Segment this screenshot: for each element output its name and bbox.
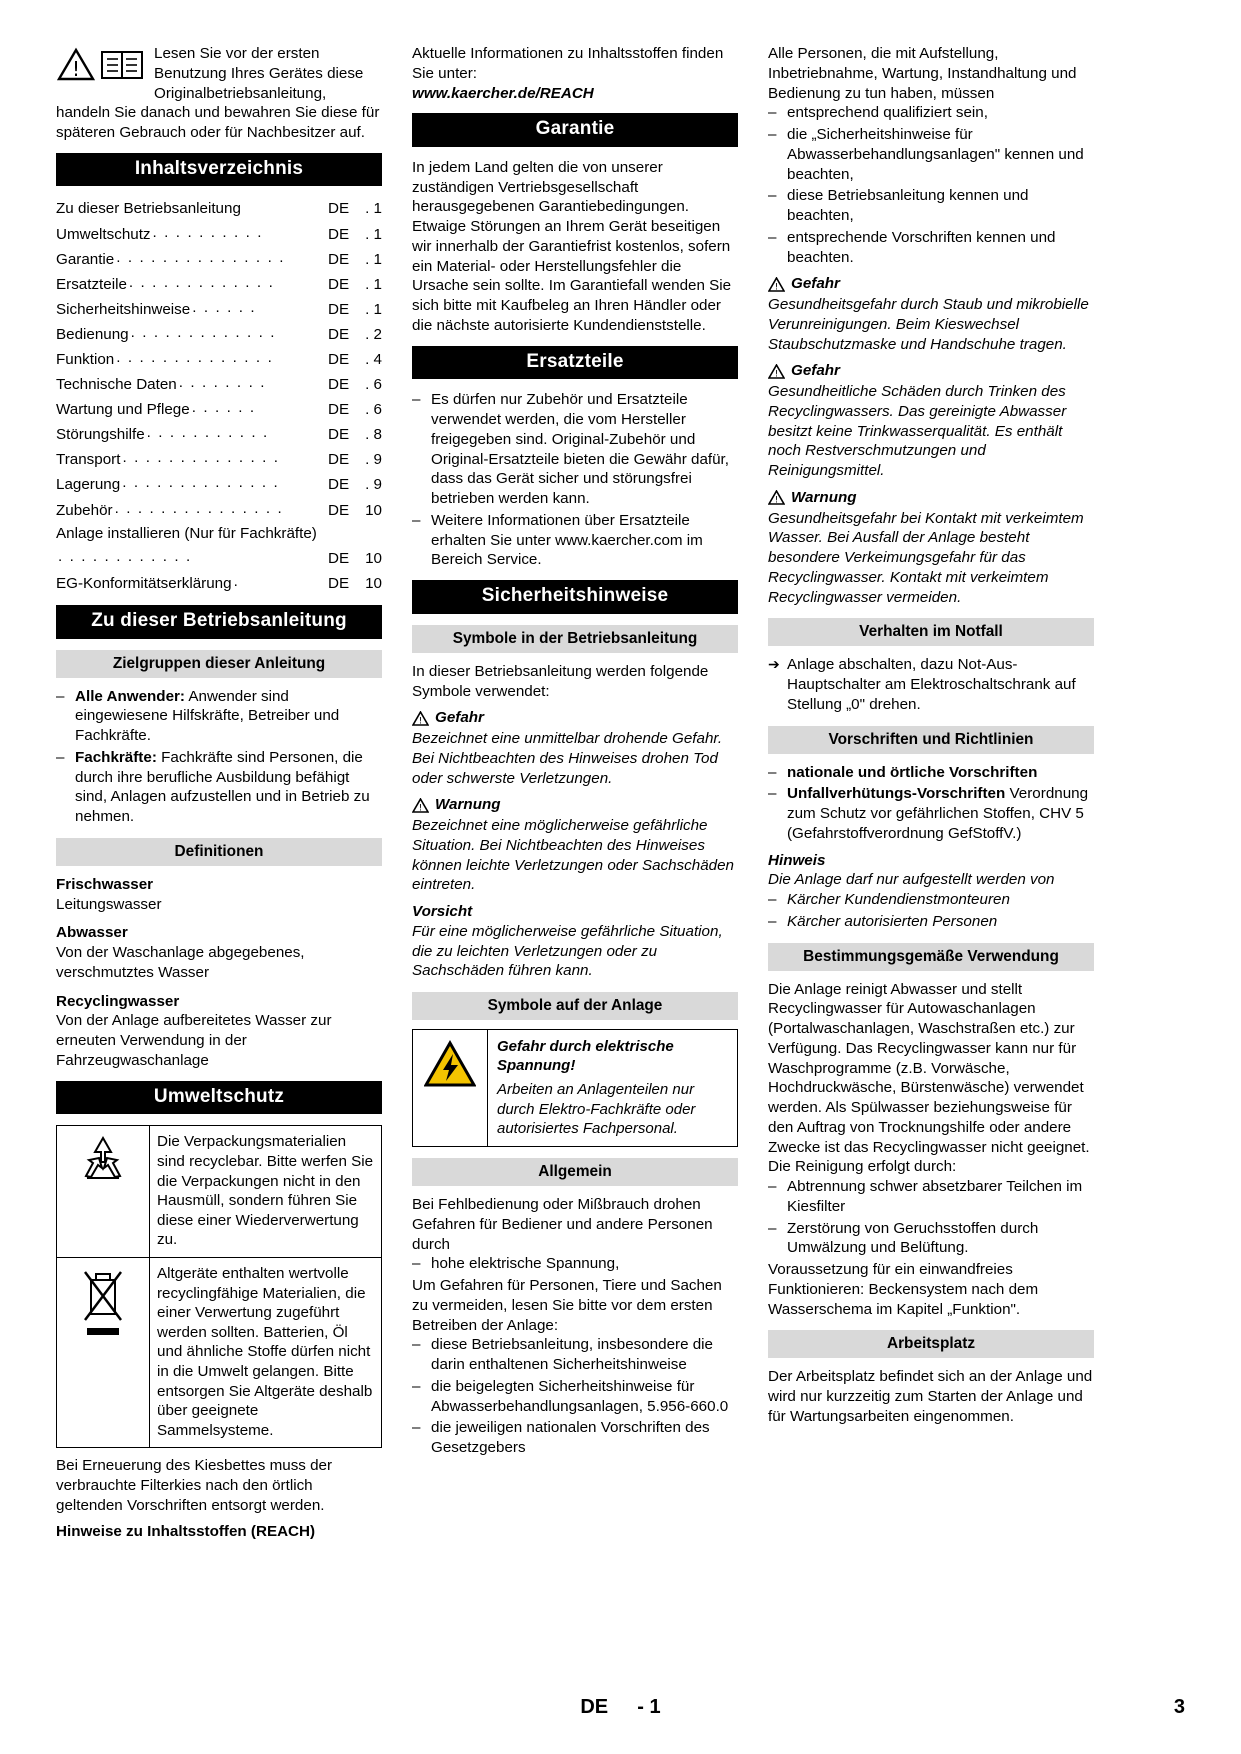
heading-bestimmungsgemaesse-verwendung: Bestimmungsgemäße Verwendung	[768, 943, 1094, 971]
allgemein-p2: Um Gefahren für Personen, Tiere und Sachen zu vermeiden, lesen Sie bitte vor dem ersten Betreiben der Anlage:	[412, 1277, 722, 1334]
toc-row[interactable]: Bedienung . . . . . . . . . . . . . DE . 2	[56, 323, 382, 343]
signal-word-label: Warnung	[435, 796, 501, 814]
svg-text:!: !	[774, 369, 779, 379]
column-middle	[412, 44, 738, 1644]
dash-bullet: –	[768, 126, 777, 143]
list-item	[768, 912, 1094, 932]
list-item	[768, 103, 1094, 123]
dash-bullet: –	[768, 104, 777, 122]
list-item-text: entsprechende Vorschriften kennen und beachten.	[787, 228, 1056, 266]
list-item-text: Anlage abschalten, dazu Not-Aus-Hauptschalter am Elektroschaltschrank auf Stellung „0" drehen.	[787, 656, 1076, 713]
heading-sicherheitshinweise: Sicherheitshinweise	[412, 580, 738, 614]
electric-hazard-icon	[413, 1030, 488, 1146]
list-item	[412, 390, 738, 509]
dash-bullet: –	[56, 687, 65, 705]
toc-row[interactable]: Sicherheitshinweise . . . . . . DE . 1	[56, 298, 382, 318]
svg-text:!: !	[774, 495, 779, 506]
signal-word-vorsicht: Vorsicht	[412, 903, 473, 921]
environment-table	[56, 1125, 382, 1448]
definition-desc: Von der Waschanlage abgegebenes, verschmutztes Wasser	[56, 944, 305, 981]
dash-bullet: –	[412, 511, 421, 529]
symbole-intro: In dieser Betriebsanleitung werden folgende Symbole verwendet:	[412, 662, 709, 700]
list-item	[412, 1254, 738, 1274]
list-item-term: Fachkräfte:	[75, 748, 157, 766]
definition-term: Frischwasser	[56, 875, 154, 893]
heading-allgemein: Allgemein	[412, 1158, 738, 1186]
signal-word-warnung	[412, 795, 738, 815]
gravel-disposal-note: Bei Erneuerung des Kiesbettes muss der verbrauchte Filterkies nach den örtlich geltenden Vorschriften entsorgt werden.	[56, 1457, 333, 1514]
list-item	[412, 1377, 738, 1417]
gefahr-staub-text: Gesundheitsgefahr durch Staub und mikrobielle Verunreinigungen. Beim Kieswechsel Staubschutzmaske und Handschuhe tragen.	[768, 296, 1089, 353]
bestimmung-p2: Die Reinigung erfolgt durch:	[768, 1158, 957, 1176]
dash-bullet: –	[412, 1336, 421, 1354]
list-item	[768, 1219, 1094, 1259]
definition-desc: Von der Anlage aufbereitetes Wasser zur erneuten Verwendung in der Fahrzeugwaschanlage	[56, 1012, 332, 1069]
definition-frischwasser	[56, 875, 382, 915]
heading-arbeitsplatz: Arbeitsplatz	[768, 1330, 1094, 1358]
dash-bullet: –	[412, 1377, 421, 1395]
heading-symbole-anlage: Symbole auf der Anlage	[412, 992, 738, 1020]
list-item-text: die beigelegten Sicherheitshinweise für Abwasserbehandlungsanlagen, 5.956-660.0	[431, 1377, 729, 1415]
heading-zu-dieser-betriebsanleitung: Zu dieser Betriebsanleitung	[56, 605, 382, 639]
dash-bullet: –	[56, 748, 65, 766]
intro-paragraph	[56, 44, 382, 143]
electric-hazard-title: Gefahr durch elektrische Spannung!	[497, 1038, 674, 1075]
toc-row[interactable]: Transport . . . . . . . . . . . . . . DE . 9	[56, 449, 382, 469]
list-item	[768, 784, 1094, 843]
list-item	[768, 228, 1094, 268]
warning-triangle-icon	[768, 364, 785, 379]
list-item-term: nationale und örtliche Vorschriften	[787, 763, 1038, 781]
toc-row[interactable]: Zubehör . . . . . . . . . . . . . . . DE 10	[56, 499, 382, 519]
dash-bullet: –	[768, 1219, 777, 1237]
list-item-text: die jeweiligen nationalen Vorschriften des Gesetzgebers	[431, 1419, 710, 1457]
hinweis-label: Hinweis	[768, 851, 826, 869]
table-of-contents	[56, 197, 382, 595]
heading-vorschriften-und-richtlinien: Vorschriften und Richtlinien	[768, 726, 1094, 754]
electric-hazard-desc: Arbeiten an Anlagenteilen nur durch Elektro-Fachkräfte oder autorisiertes Fachpersonal.	[497, 1081, 696, 1137]
list-item-text: die „Sicherheitshinweise für Abwasserbehandlungsanlagen" kennen und beachten,	[787, 126, 1084, 183]
list-item-text: Zerstörung von Geruchsstoffen durch Umwälzung und Belüftung.	[787, 1219, 1039, 1257]
arrow-bullet-icon: ➔	[768, 656, 780, 673]
list-item-text: Anwender sind eingewiesene Hilfskräfte, Betreiber und Fachkräfte.	[75, 687, 340, 745]
heading-inhaltsverzeichnis: Inhaltsverzeichnis	[56, 153, 382, 187]
heading-definitionen: Definitionen	[56, 838, 382, 866]
gefahr-trinken-text: Gesundheitliche Schäden durch Trinken des Recyclingwassers. Das gereinigte Abwasser besitzt keine Trinkwasserqualität. Es enthält noch Restverschmutzungen und Reinigungsmittel.	[768, 383, 1067, 479]
definition-recyclingwasser	[56, 992, 382, 1071]
dash-bullet: –	[768, 763, 777, 781]
signal-word-label: Gefahr	[791, 275, 840, 293]
list-item-text: Fachkräfte sind Personen, die durch ihre berufliche Ausbildung befähigt sind, Anlagen aufzustellen und in Betrieb zu nehmen.	[75, 748, 370, 826]
dash-bullet: –	[768, 891, 777, 909]
toc-row[interactable]: EG-Konformitätserklärung . DE 10	[56, 572, 382, 592]
reach-text: Aktuelle Informationen zu Inhaltsstoffen finden Sie unter:	[412, 45, 724, 82]
three-column-layout	[56, 44, 1185, 1644]
dash-bullet: –	[768, 912, 777, 930]
heading-symbole-betriebsanleitung: Symbole in der Betriebsanleitung	[412, 625, 738, 653]
signal-word-gefahr	[768, 274, 1094, 294]
toc-row[interactable]: Technische Daten . . . . . . . . DE . 6	[56, 374, 382, 394]
definition-term: Recyclingwasser	[56, 992, 180, 1010]
dash-bullet: –	[412, 391, 421, 409]
footer-center	[56, 1696, 1185, 1719]
heading-umweltschutz: Umweltschutz	[56, 1081, 382, 1115]
list-item	[768, 1177, 1094, 1217]
warnung-text: Bezeichnet eine möglicherweise gefährliche Situation. Bei Nichtbeachten des Hinweises können leichte Verletzungen oder Sachschäden eintreten.	[412, 817, 734, 894]
column-right	[768, 44, 1094, 1644]
toc-row[interactable]: Lagerung . . . . . . . . . . . . . . DE . 9	[56, 474, 382, 494]
dash-bullet: –	[768, 228, 777, 246]
list-item	[56, 748, 382, 827]
list-item	[412, 1335, 738, 1375]
personen-intro: Alle Personen, die mit Aufstellung, Inbetriebnahme, Wartung, Instandhaltung und Bedienung zu tun haben, müssen	[768, 45, 1077, 102]
column-left	[56, 44, 382, 1644]
definition-desc: Leitungswasser	[56, 895, 162, 913]
list-item	[768, 890, 1094, 910]
reach-url[interactable]: www.kaercher.de/REACH	[412, 84, 594, 102]
warning-triangle-icon	[412, 798, 429, 813]
signal-word-warnung	[768, 488, 1094, 508]
dash-bullet: –	[768, 785, 777, 803]
toc-row[interactable]: Störungshilfe . . . . . . . . . . . DE . 8	[56, 424, 382, 444]
toc-row[interactable]: Funktion . . . . . . . . . . . . . . DE . 4	[56, 349, 382, 368]
read-manual-icon	[56, 46, 148, 84]
definition-abwasser	[56, 923, 382, 982]
warning-triangle-icon	[768, 277, 785, 292]
svg-text:!: !	[71, 57, 81, 81]
table-row	[57, 1258, 382, 1448]
warning-triangle-icon	[768, 490, 785, 505]
heading-verhalten-im-notfall: Verhalten im Notfall	[768, 618, 1094, 646]
list-item-text: Abtrennung schwer absetzbarer Teilchen im Kiesfilter	[787, 1178, 1083, 1215]
toc-row[interactable]: Anlage installieren (Nur für Fachkräfte) . . . . . . . . . . . . DE 10	[56, 524, 382, 567]
intro-text: Lesen Sie vor der ersten Benutzung Ihres Gerätes diese Originalbetriebsanleitung, handeln Sie danach und bewahren Sie diese für späteren Gebrauch oder für Nachbesitzer auf.	[56, 45, 380, 141]
list-item-text: entsprechend qualifiziert sein,	[787, 104, 988, 122]
environment-text: Altgeräte enthalten wertvolle recyclingfähige Materialien, die einer Verwertung zugeführt werden sollten. Batterien, Öl und ähnliche Stoffe dürfen nicht in die Umwelt gelangen. Bitte entsorgen Sie Altgeräte deshalb über geeignete Sammelsysteme.	[150, 1258, 382, 1448]
toc-row[interactable]: Wartung und Pflege . . . . . . DE . 6	[56, 399, 382, 419]
heading-zielgruppen: Zielgruppen dieser Anleitung	[56, 650, 382, 678]
environment-text: Die Verpackungsmaterialien sind recyclebar. Bitte werfen Sie die Verpackungen nicht in den Hausmüll, sondern führen Sie diese einer Wiederverwertung zu.	[150, 1126, 382, 1258]
toc-row[interactable]: Zu dieser Betriebsanleitung DE . 1	[56, 200, 382, 218]
signal-word-gefahr	[768, 361, 1094, 381]
gefahr-text: Bezeichnet eine unmittelbar drohende Gefahr. Bei Nichtbeachten des Hinweises drohen Tod oder schwerste Verletzungen.	[412, 730, 723, 787]
list-item-text: diese Betriebsanleitung, insbesondere die darin enthaltenen Sicherheitshinweise	[431, 1336, 714, 1374]
signal-word-gefahr	[412, 708, 738, 728]
list-item-text: hohe elektrische Spannung,	[431, 1255, 620, 1273]
heading-ersatzteile: Ersatzteile	[412, 346, 738, 380]
electric-hazard-box	[412, 1029, 738, 1147]
crossed-out-bin-icon	[57, 1258, 150, 1448]
dash-bullet: –	[412, 1419, 421, 1437]
page-footer	[56, 1696, 1185, 1722]
svg-text:!: !	[418, 716, 423, 726]
list-item-term: Unfallverhütungs-Vorschriften	[787, 785, 1006, 803]
list-item-text: Kärcher Kundendienstmonteuren	[787, 891, 1010, 909]
list-item-text: diese Betriebsanleitung kennen und beachten,	[787, 187, 1029, 224]
table-row	[57, 1126, 382, 1258]
warnung-verkeimung-text: Gesundheitsgefahr bei Kontakt mit verkeimtem Wasser. Bei Ausfall der Anlage besteht besondere Verkeimungsgefahr für das Recyclingwasser. Kontakt mit verkeimtem Recyclingwasser vermeiden.	[768, 509, 1084, 606]
dash-bullet: –	[768, 187, 777, 205]
recycling-icon	[57, 1126, 150, 1258]
vorsicht-text: Für eine möglicherweise gefährliche Situation, die zu leichten Verletzungen oder zu Sachschäden führen kann.	[412, 922, 723, 980]
toc-row[interactable]: Ersatzteile . . . . . . . . . . . . . DE . 1	[56, 273, 382, 293]
toc-row[interactable]: Garantie . . . . . . . . . . . . . . . DE . 1	[56, 248, 382, 268]
list-item	[768, 186, 1094, 226]
signal-word-label: Gefahr	[791, 362, 840, 380]
footer-page-marker: - 1	[637, 1696, 661, 1718]
electric-hazard-text	[488, 1030, 737, 1146]
svg-text:!: !	[774, 282, 779, 292]
bestimmung-p3: Voraussetzung für ein einwandfreies Funktionieren: Beckensystem nach dem Wasserschema im Kapitel „Funktion".	[768, 1261, 1039, 1318]
hinweis-text: Die Anlage darf nur aufgestellt werden von	[768, 871, 1055, 889]
heading-garantie: Garantie	[412, 113, 738, 147]
dash-bullet: –	[768, 1178, 777, 1196]
arbeitsplatz-text: Der Arbeitsplatz befindet sich an der Anlage und wird nur kurzzeitig zum Starten der Anlage und für Wartungsarbeiten eingenommen.	[768, 1368, 1093, 1425]
signal-word-label: Warnung	[791, 488, 857, 506]
warning-triangle-icon	[412, 711, 429, 726]
list-item-text: Es dürfen nur Zubehör und Ersatzteile verwendet werden, die vom Hersteller freigegeben sind. Original-Zubehör und Original-Ersatzteile bieten die Gewähr dafür, dass das Gerät sicher und störungsfrei betrieben werden kann.	[431, 391, 729, 508]
definition-term: Abwasser	[56, 924, 128, 942]
list-item	[768, 125, 1094, 184]
list-item	[412, 511, 738, 570]
allgemein-p1: Bei Fehlbedienung oder Mißbrauch drohen Gefahren für Bediener und andere Personen durch	[412, 1196, 713, 1253]
footer-page-number: 3	[1173, 1696, 1185, 1718]
toc-row[interactable]: Umweltschutz . . . . . . . . . . DE . 1	[56, 223, 382, 243]
signal-word-label: Gefahr	[435, 709, 484, 727]
list-item-text: Kärcher autorisierten Personen	[787, 912, 998, 930]
garantie-text: In jedem Land gelten die von unserer zuständigen Vertriebsgesellschaft herausgegebenen Garantiebedingungen. Etwaige Störungen an Ihrem Gerät beseitigen wir innerhalb der Garantiefrist kostenlos, sofern ein Material- oder Herstellungsfehler die Ursache sein sollte. Im Garantiefall wenden Sie sich bitte mit Kaufbeleg an Ihren Händler oder die nächste autorisierte Kundendienststelle.	[412, 158, 732, 334]
list-item	[56, 687, 382, 746]
list-item-text: Weitere Informationen über Ersatzteile erhalten Sie unter www.kaercher.com im Bereich Service.	[431, 511, 703, 569]
footer-language: DE	[580, 1696, 609, 1718]
list-item	[412, 1418, 738, 1458]
list-item	[768, 655, 1094, 714]
list-item-text: Verordnung zum Schutz vor gefährlichen Stoffen, CHV 5 (Gefahrstoffverordnung GefStoffV.)	[787, 785, 1089, 842]
svg-text:!: !	[418, 803, 423, 813]
reach-heading: Hinweise zu Inhaltsstoffen (REACH)	[56, 1522, 316, 1540]
dash-bullet: –	[412, 1255, 421, 1273]
list-item	[768, 763, 1094, 783]
bestimmung-p1: Die Anlage reinigt Abwasser und stellt Recyclingwasser für Autowaschanlagen (Portalwaschanlagen, Waschstraßen etc.) zur Verfügung. Das Recyclingwasser kann nur für Waschprogramme (z.B. Vorwäsche, Hochdruckwäsche, Bürstenwäsche) verwendet werden. Als Spülwasser beziehungsweise für den Auftrag von Trocknungshilfe oder andere Zwecke ist das Recyclingwasser nicht geeignet.	[768, 980, 1090, 1156]
list-item-term: Alle Anwender:	[75, 687, 185, 705]
